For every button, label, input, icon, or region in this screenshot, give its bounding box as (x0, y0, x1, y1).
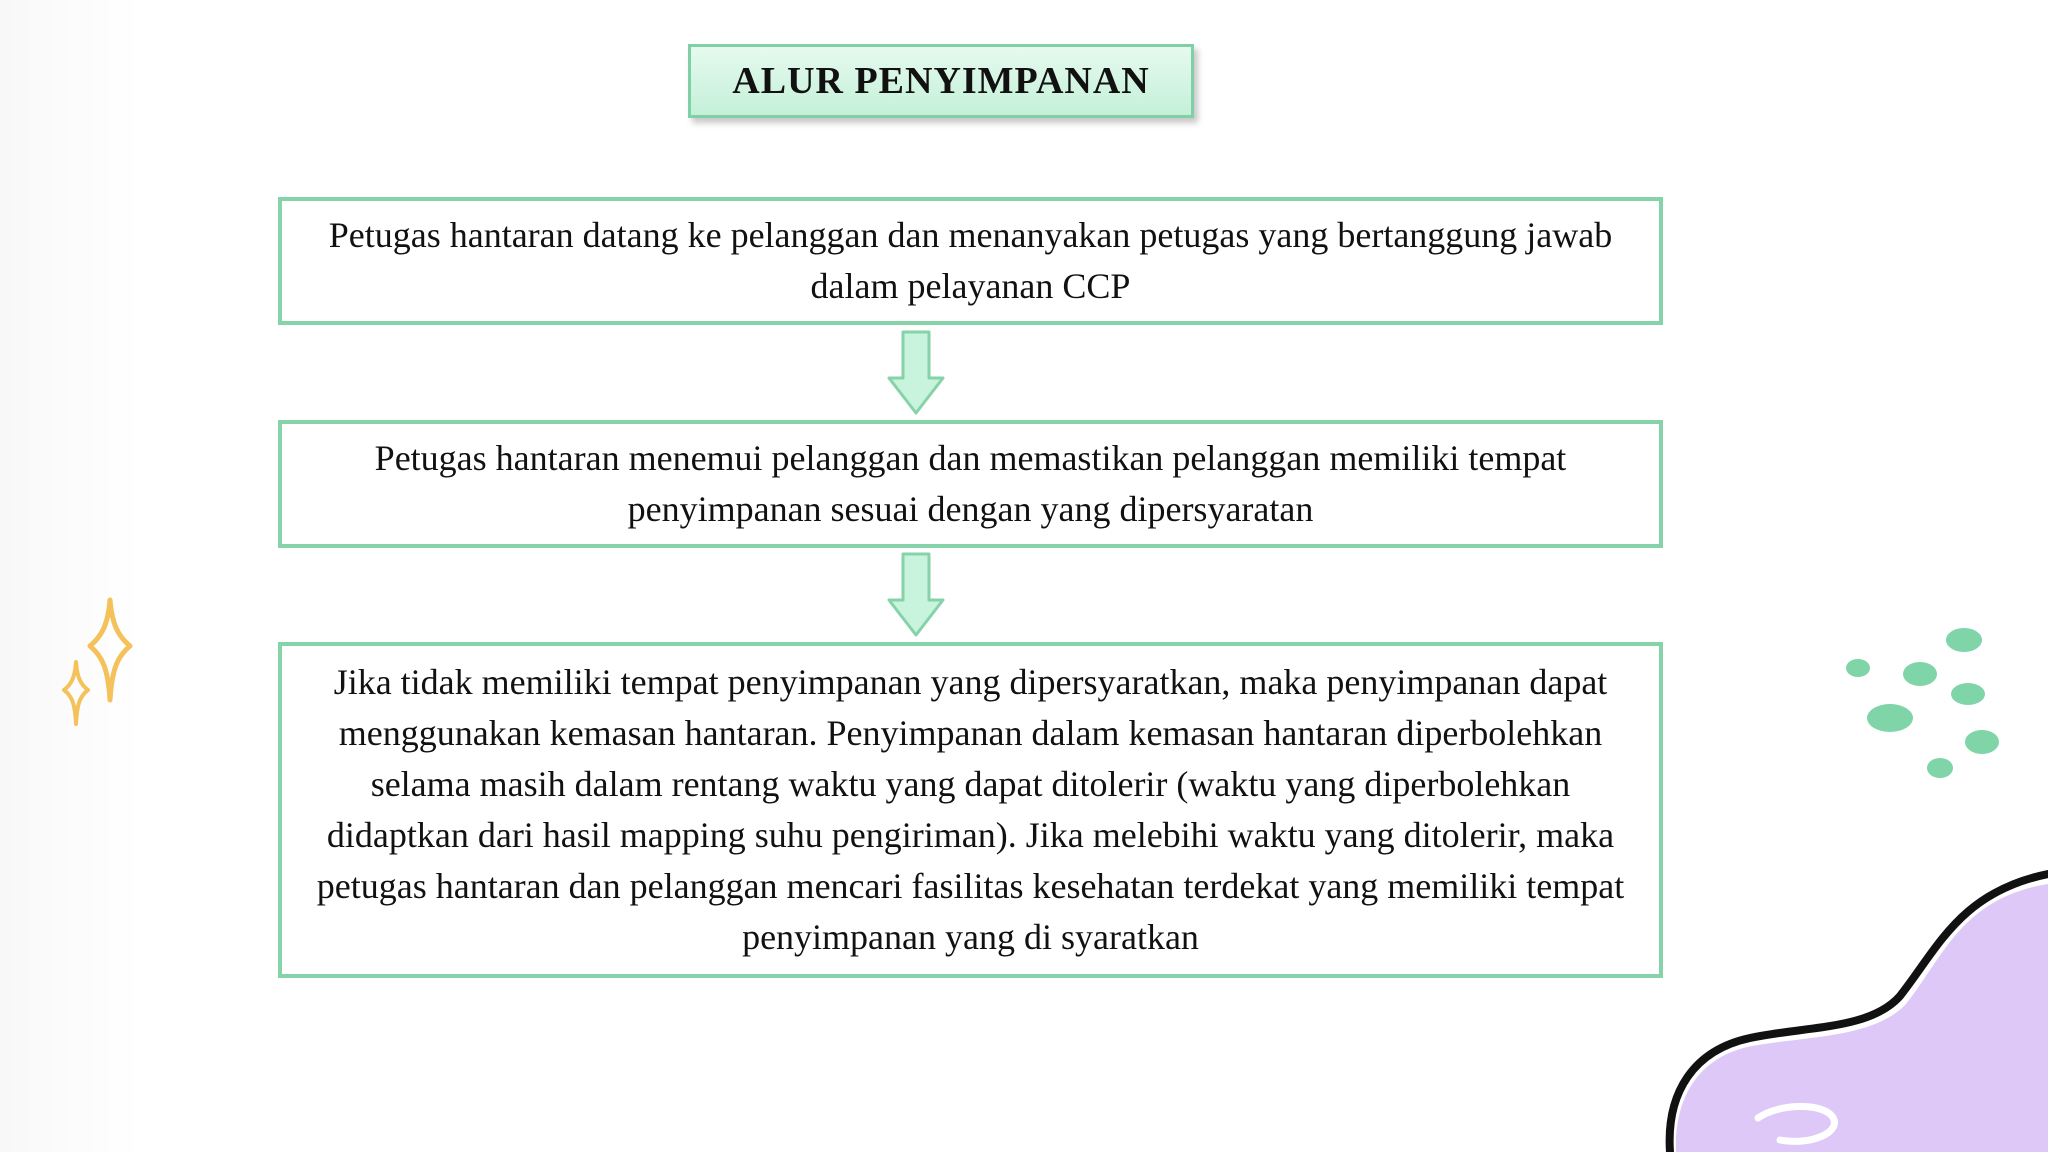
page-title: ALUR PENYIMPANAN (732, 60, 1150, 102)
sparkle-icon (56, 596, 136, 732)
purple-blob (1660, 870, 2048, 1152)
down-arrow-icon (886, 330, 946, 416)
flow-step-1 (278, 197, 1663, 325)
dots-cluster (1836, 620, 2012, 784)
flow-step-2 (278, 420, 1663, 548)
flow-step-1-text: Petugas hantaran datang ke pelanggan dan menanyakan petugas yang bertanggung jawab dalam pelayanan CCP (328, 215, 1613, 306)
title-box (688, 44, 1194, 118)
flow-step-3 (278, 642, 1663, 978)
flow-step-3-text: Jika tidak memiliki tempat penyimpanan yang dipersyaratkan, maka penyimpanan dapat menggunakan kemasan hantaran. Penyimpanan dalam kemasan hantaran diperbolehkan selama masih dalam rentang waktu yang dapat ditolerir (waktu yang diperbolehkan didaptkan dari hasil mapping suhu pengiriman). Jika melebihi waktu yang ditolerir, maka petugas hantaran dan pelanggan mencari fasilitas kesehatan terdekat yang memiliki tempat penyimpanan yang di syaratkan (316, 662, 1625, 957)
down-arrow-icon (886, 552, 946, 638)
flow-step-2-text: Petugas hantaran menemui pelanggan dan memastikan pelanggan memiliki tempat penyimpanan sesuai dengan yang dipersyaratan (374, 438, 1567, 529)
